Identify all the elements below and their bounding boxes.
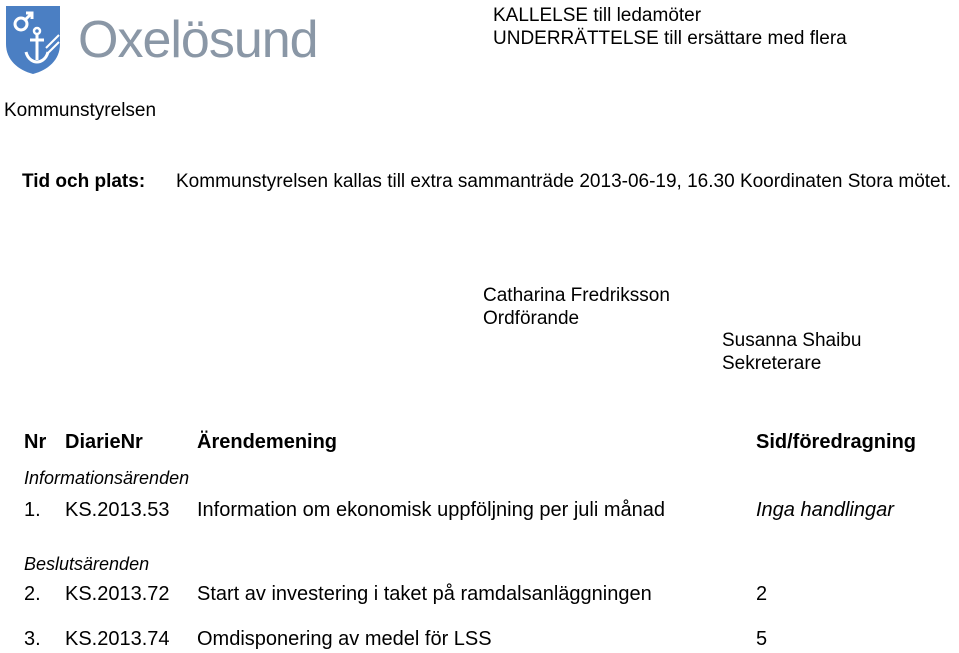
signatory-role: Ordförande (483, 308, 580, 329)
agenda-header-diarienr: DiarieNr (65, 431, 143, 453)
time-place-label: Tid och plats: (22, 171, 146, 192)
signatory-role: Sekreterare (722, 353, 822, 374)
agenda-item-diarienr: KS.2013.53 (65, 499, 170, 521)
agenda-item-nr: 3. (24, 628, 41, 650)
agenda-header-nr: Nr (24, 431, 47, 453)
municipality-coat-of-arms-icon (4, 4, 62, 76)
signatory-name: Susanna Shaibu (722, 330, 862, 351)
agenda-item-title: Start av investering i taket på ramdalsanläggningen (197, 583, 652, 605)
organization-name: Kommunstyrelsen (4, 100, 157, 121)
agenda-header-title: Ärendemening (197, 431, 338, 453)
agenda-item-diarienr: KS.2013.74 (65, 628, 170, 650)
notice-line-underrattelse: UNDERRÄTTELSE till ersättare med flera (493, 28, 847, 49)
notice-header (493, 4, 853, 50)
notice-line-kallelse: KALLELSE till ledamöter (493, 5, 702, 26)
agenda-item-nr: 2. (24, 583, 41, 605)
agenda-item-sid: Inga handlingar (756, 499, 894, 521)
agenda-section-title: Beslutsärenden (24, 554, 150, 574)
agenda-item-sid: 2 (756, 583, 768, 605)
agenda-section-title: Informationsärenden (24, 468, 190, 488)
signatory-name: Catharina Fredriksson (483, 285, 670, 306)
time-place-text: Kommunstyrelsen kallas till extra sammanträde 2013-06-19, 16.30 Koordinaten Stora mötet. (176, 171, 952, 192)
agenda-item-diarienr: KS.2013.72 (65, 583, 170, 605)
agenda-header-sid: Sid/föredragning (756, 431, 916, 453)
agenda-item-nr: 1. (24, 499, 41, 521)
agenda-item-sid: 5 (756, 628, 768, 650)
signatory-secretary (722, 329, 861, 375)
agenda-item-title: Information om ekonomisk uppföljning per juli månad (197, 499, 666, 521)
logo-wordmark: Oxelösund (78, 11, 318, 69)
agenda-item-title: Omdisponering av medel för LSS (197, 628, 492, 650)
signatory-chair (483, 284, 670, 330)
